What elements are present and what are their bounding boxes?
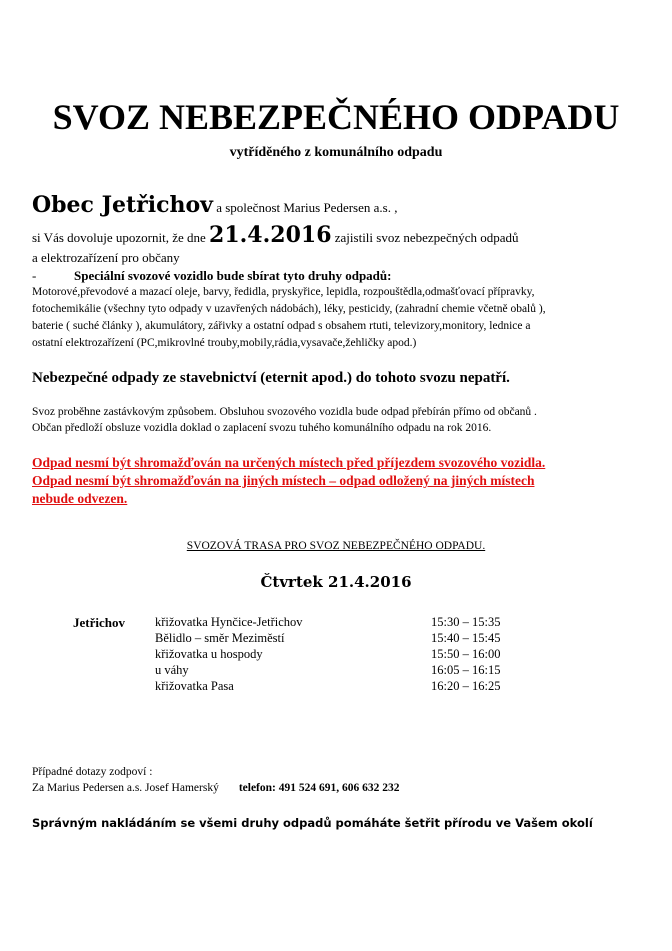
intro-line-3: a elektrozařízení pro občany	[32, 250, 180, 265]
municipality-name: Obec Jetřichov	[32, 192, 213, 218]
route-town: Jetřichov	[73, 615, 125, 630]
construction-waste-notice: Nebezpečné odpady ze stavebnictví (eternit apod.) do tohoto svozu nepatří.	[32, 370, 510, 386]
stop-place: u váhy	[155, 663, 189, 677]
waste-list-line: ostatní elektrozařízení (PC,mikrovlné trouby,mobily,rádia,vysavače,žehličky apod.)	[32, 337, 417, 349]
stop-place: křižovatka u hospody	[155, 647, 263, 661]
bullet-heading	[32, 268, 391, 284]
stop-place: křižovatka Hynčice-Jetřichov	[155, 615, 303, 629]
stop-time: 15:30 – 15:35	[431, 615, 501, 629]
company-text: a společnost Marius Pedersen a.s. ,	[212, 200, 398, 215]
contact-person: Za Marius Pedersen a.s. Josef Hamerský	[32, 782, 219, 794]
stop-place: křižovatka Pasa	[155, 679, 234, 693]
warning-line: Odpad nesmí být shromažďován na jiných místech – odpad odložený na jiných místech	[32, 473, 535, 488]
stop-time: 15:50 – 16:00	[431, 647, 501, 661]
route-day: Čtvrtek 21.4.2016	[260, 573, 412, 591]
stop-time: 15:40 – 15:45	[431, 631, 501, 645]
contact-line	[32, 782, 400, 794]
intro-line-2	[32, 222, 519, 248]
intro-line-1	[32, 192, 397, 218]
stop-time: 16:20 – 16:25	[431, 679, 501, 693]
document-subtitle: vytříděného z komunálního odpadu	[229, 145, 443, 160]
waste-list-line: Motorové,převodové a mazací oleje, barvy, ředidla, pryskyřice, lepidla, rozpouštědla,odmašťovací přípravky,	[32, 286, 535, 298]
bullet-dash: -	[32, 268, 37, 283]
info-line: Svoz proběhne zastávkovým způsobem. Obsluhou svozového vozidla bude odpad přebírán přímo od občanů .	[32, 406, 537, 418]
footer-slogan: Správným nakládáním se všemi druhy odpadů pomáháte šetřit přírodu ve Vašem okolí	[32, 816, 593, 830]
contact-line: Případné dotazy zodpoví :	[32, 766, 153, 778]
bullet-text: Speciální svozové vozidlo bude sbírat tyto druhy odpadů:	[74, 268, 392, 283]
route-heading: SVOZOVÁ TRASA PRO SVOZ NEBEZPEČNÉHO ODPADU.	[186, 540, 486, 552]
stop-place: Bělidlo – směr Meziměstí	[155, 631, 285, 645]
info-line: Občan předloží obsluze vozidla doklad o zaplacení svozu tuhého komunálního odpadu na rok 2016.	[32, 422, 492, 434]
warning-line: nebude odvezen.	[32, 491, 128, 506]
warning-line: Odpad nesmí být shromažďován na určených místech před příjezdem svozového vozidla.	[32, 455, 546, 470]
waste-list-line: fotochemikálie (všechny tyto odpady v uzavřených nádobách), léky, pesticidy, (zahradní chemie včetně obalů ),	[32, 303, 546, 315]
waste-list-line: baterie ( suché články ), akumulátory, zářivky a ostatní odpad s obsahem rtuti, televizory,monitory, lednice a	[32, 320, 531, 332]
document-title: SVOZ NEBEZPEČNÉHO ODPADU	[52, 97, 620, 137]
stop-time: 16:05 – 16:15	[431, 663, 501, 677]
contact-phone: telefon: 491 524 691, 606 632 232	[238, 782, 400, 794]
intro-text-pre: si Vás dovoluje upozornit, že dne	[32, 230, 210, 245]
intro-text-post: zajistili svoz nebezpečných odpadů	[331, 230, 519, 245]
collection-date: 21.4.2016	[209, 222, 332, 248]
